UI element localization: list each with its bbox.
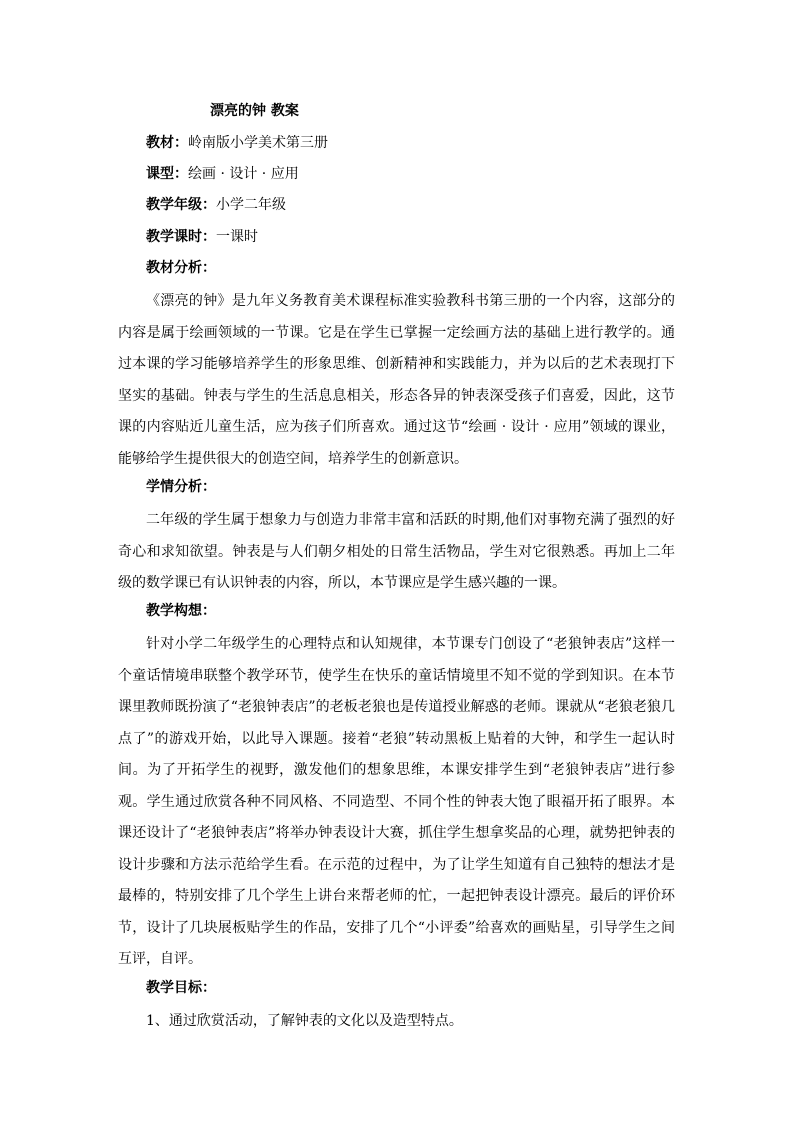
meta-grade xyxy=(146,196,286,214)
meta-material-value: 岭南版小学美术第三册 xyxy=(188,135,328,151)
list-item: 1、通过欣赏活动，了解钟表的文化以及造型特点。 xyxy=(146,1013,463,1029)
paragraph-teaching-design: 针对小学二年级学生的心理特点和认知规律，本节课专门创设了“老狼钟表店”这样一个童话情境串联整个教学环节，使学生在快乐的童话情境里不知不觉的学到知识。在本节课里教师既扮演了“老狼钟表店”的老板老狼也是传道授业解惑的老师。课就从“老狼老狼几点了”的游戏开始，以此导入课题。接着“老狼”转动黑板上贴着的大钟，和学生一起认时间。为了开拓学生的视野，激发他们的想象思维，本课安排学生到“老狼钟表店”进行参观。学生通过欣赏各种不同风格、不同造型、不同个性的钟表大饱了眼福开拓了眼界。本课还设计了“老狼钟表店”将举办钟表设计大赛，抓住学生想拿奖品的心理，就势把钟表的设计步骤和方法示范给学生看。在示范的过程中，为了让学生知道有自己独特的想法才是最棒的，特别安排了几个学生上讲台来帮老师的忙，一起把钟表设计漂亮。最后的评价环节，设计了几块展板贴学生的作品，安排了几个“小评委”给喜欢的画贴星，引导学生之间互评，自评。 xyxy=(118,636,675,967)
meta-grade-label: 教学年级： xyxy=(146,197,216,213)
paragraph-material-analysis: 《漂亮的钟》是九年义务教育美术课程标准实验教科书第三册的一个内容，这部分的内容是属于绘画领域的一节课。它是在学生已掌握一定绘画方法的基础上进行教学的。通过本课的学习能够培养学生的形象思维、创新精神和实践能力，并为以后的艺术表现打下坚实的基础。钟表与学生的生活息息相关，形态各异的钟表深受孩子们喜爱，因此，这节课的内容贴近儿童生活，应为孩子们所喜欢。通过这节“绘画 · 设计 · 应用”领域的课业，能够给学生提供很大的创造空间，培养学生的创新意识。 xyxy=(118,293,675,467)
section-heading-student-analysis: 学情分析： xyxy=(146,479,216,495)
meta-material-label: 教材： xyxy=(146,135,188,151)
meta-type xyxy=(146,165,299,183)
meta-material xyxy=(146,134,328,152)
meta-type-label: 课型： xyxy=(146,166,188,182)
meta-hours-label: 教学课时： xyxy=(146,229,216,245)
paragraph-student-analysis: 二年级的学生属于想象力与创造力非常丰富和活跃的时期,他们对事物充满了强烈的好奇心和求知欲望。钟表是与人们朝夕相处的日常生活物品，学生对它很熟悉。再加上二年级的数学课已有认识钟表的内容，所以，本节课应是学生感兴趣的一课。 xyxy=(118,512,675,591)
meta-hours-value: 一课时 xyxy=(216,229,258,245)
section-heading-teaching-design: 教学构想： xyxy=(146,603,216,619)
section-heading-material-analysis: 教材分析： xyxy=(146,260,216,276)
meta-hours xyxy=(146,228,258,246)
section-heading-teaching-goals: 教学目标： xyxy=(146,980,216,996)
document-title: 漂亮的钟 教案 xyxy=(210,103,299,119)
meta-grade-value: 小学二年级 xyxy=(216,197,286,213)
meta-type-value: 绘画 · 设计 · 应用 xyxy=(188,166,299,182)
